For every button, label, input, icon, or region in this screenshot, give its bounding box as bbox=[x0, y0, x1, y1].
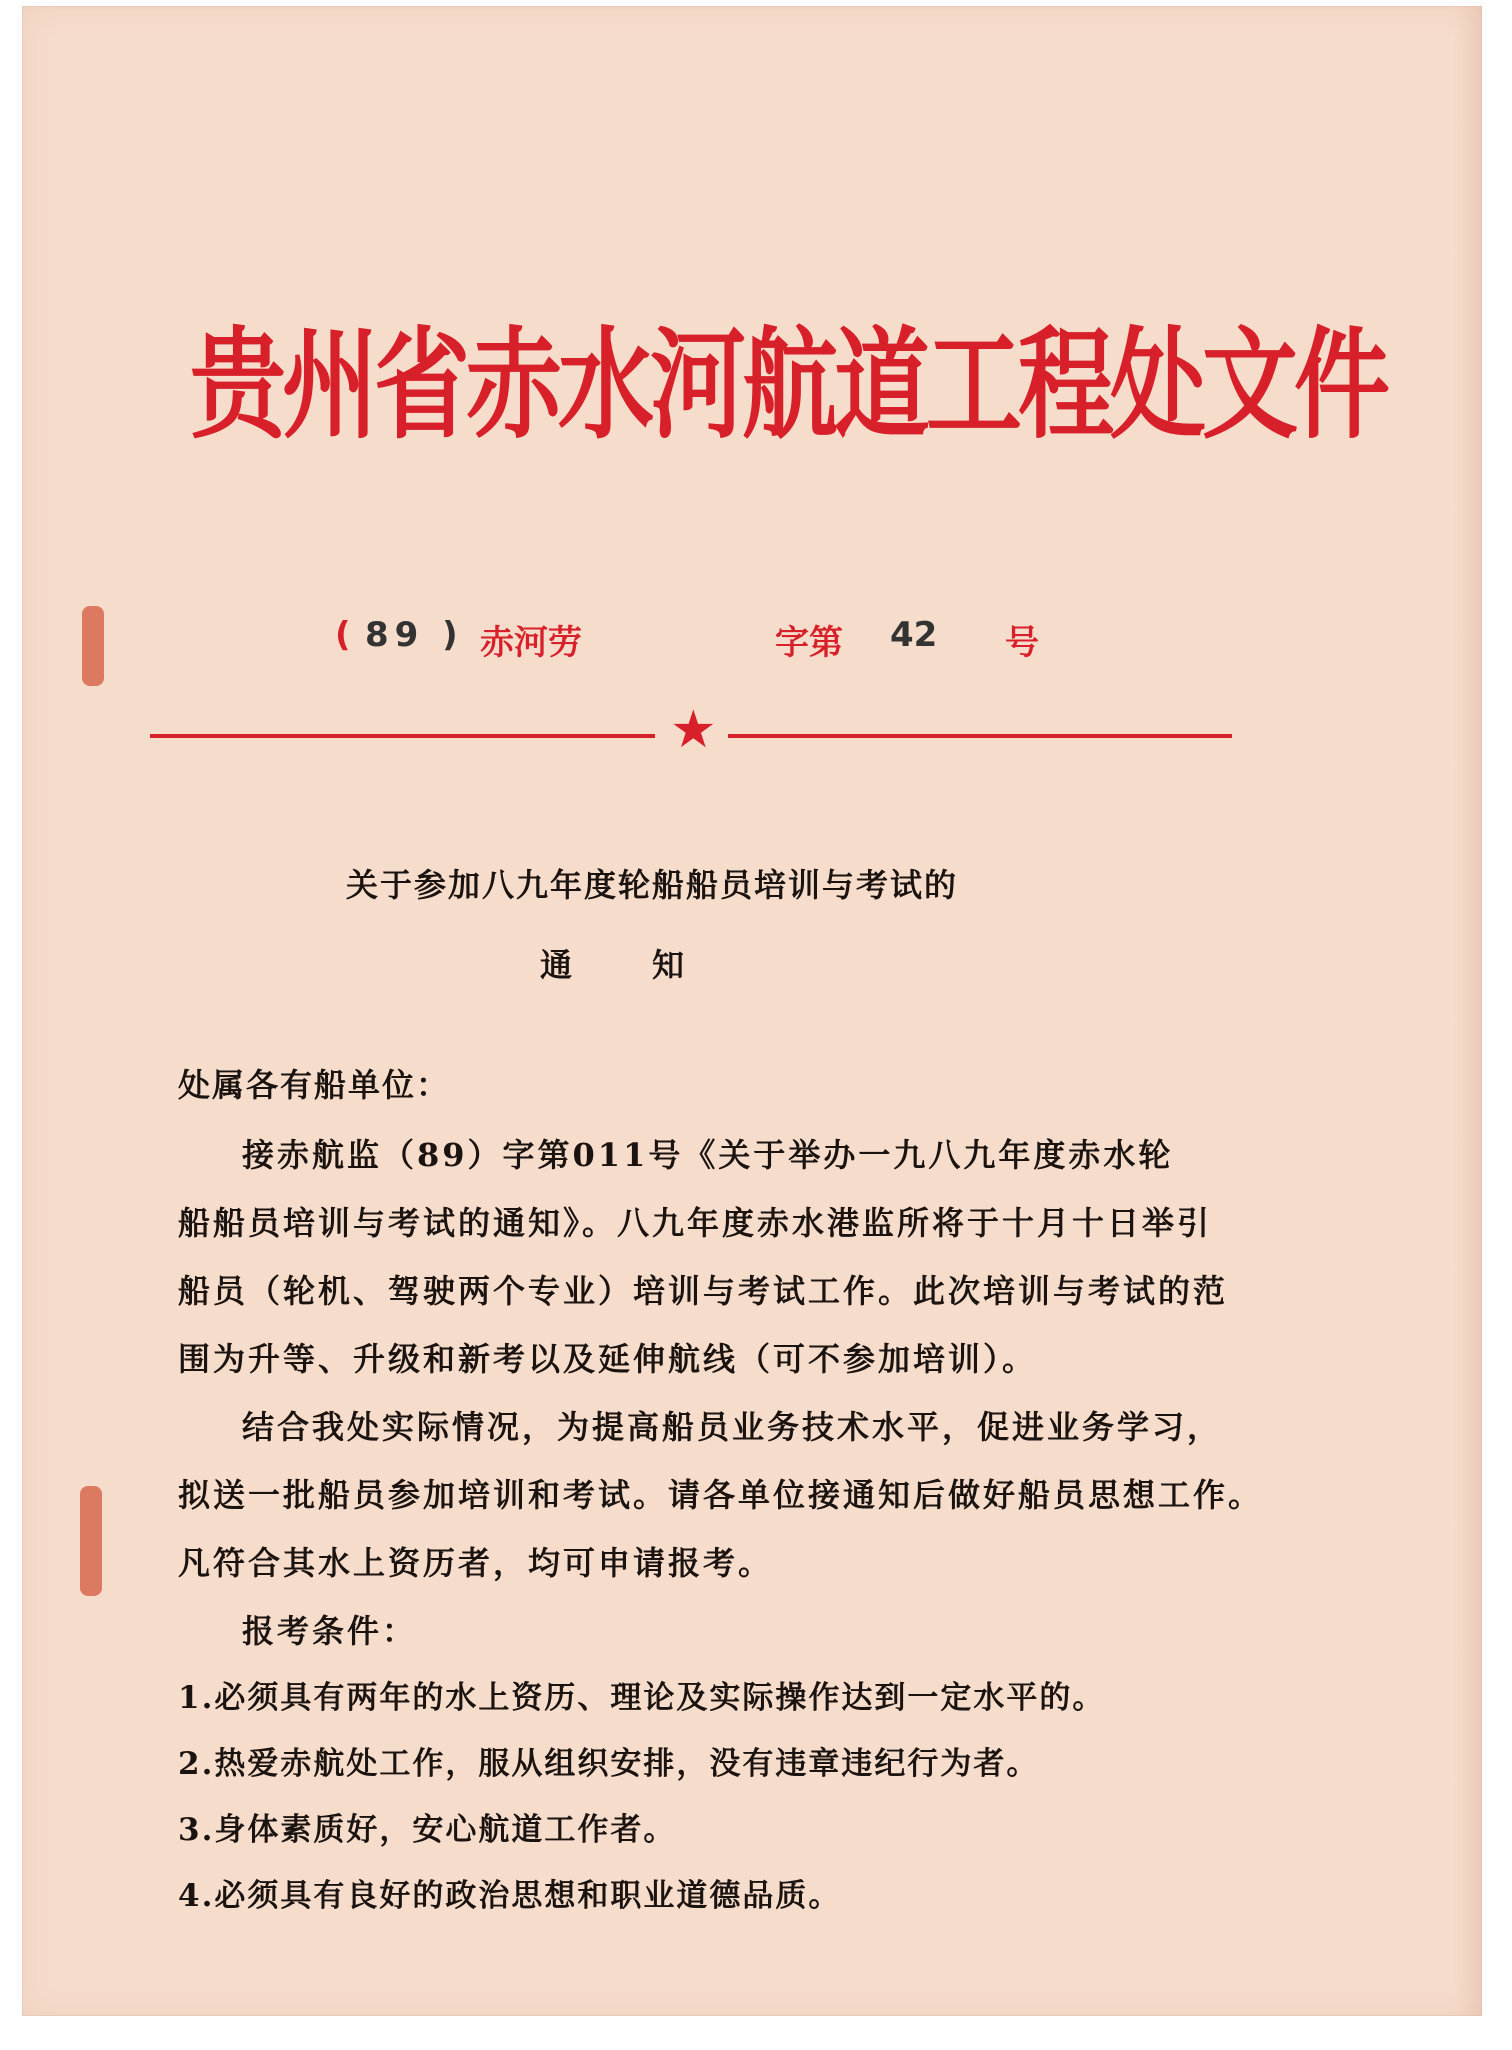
condition-item-3: 3.身体素质好，安心航道工作者。 bbox=[178, 1812, 677, 1848]
body-line-3: 船员（轮机、驾驶两个专业）培训与考试工作。此次培训与考试的范 bbox=[178, 1272, 1229, 1310]
document-header-title: 贵州省赤水河航道工程处文件 bbox=[190, 315, 1386, 455]
condition-item-4: 4.必须具有良好的政治思想和职业道德品质。 bbox=[178, 1878, 842, 1914]
body-line-5: 结合我处实际情况，为提高船员业务技术水平，促进业务学习， bbox=[242, 1408, 1223, 1446]
body-line-4: 围为升等、升级和新考以及延伸航线（可不参加培训）。 bbox=[178, 1340, 1038, 1378]
salutation: 处属各有船单位： bbox=[178, 1066, 451, 1104]
body-line-6: 拟送一批船员参加培训和考试。请各单位接通知后做好船员思想工作。 bbox=[178, 1476, 1264, 1514]
body-line-2: 船船员培训与考试的通知》。八九年度赤水港监所将于十月十日举引 bbox=[178, 1204, 1213, 1242]
binding-rust-mark-top bbox=[82, 606, 104, 686]
doc-number-value: 42 bbox=[890, 615, 938, 655]
conditions-heading: 报考条件： bbox=[242, 1612, 418, 1650]
condition-item-2: 2.热爱赤航处工作，服从组织安排，没有违章违纪行为者。 bbox=[178, 1746, 1040, 1782]
subject-line-1: 关于参加八九年度轮船船员培训与考试的 bbox=[346, 866, 959, 904]
subject-line-2: 通知 bbox=[540, 946, 765, 984]
doc-number-open-paren: ( bbox=[335, 615, 351, 655]
divider-line-left bbox=[150, 734, 655, 738]
doc-number-char: 字第 bbox=[775, 623, 843, 663]
doc-number-suffix: 号 bbox=[1005, 623, 1039, 663]
binding-rust-mark-bottom bbox=[80, 1486, 102, 1596]
document-number bbox=[335, 615, 1095, 665]
doc-number-year: 89 ) bbox=[365, 615, 464, 655]
body-line-1: 接赤航监（89）字第011号《关于举办一九八九年度赤水轮 bbox=[242, 1136, 1174, 1174]
red-divider bbox=[150, 700, 1232, 760]
condition-item-1: 1.必须具有两年的水上资历、理论及实际操作达到一定水平的。 bbox=[178, 1680, 1106, 1716]
star-icon: ★ bbox=[670, 700, 717, 760]
paper-edge-shadow bbox=[1454, 6, 1482, 2016]
doc-number-org: 赤河劳 bbox=[480, 623, 582, 663]
body-line-7: 凡符合其水上资历者，均可申请报考。 bbox=[178, 1544, 774, 1582]
divider-line-right bbox=[728, 734, 1232, 738]
